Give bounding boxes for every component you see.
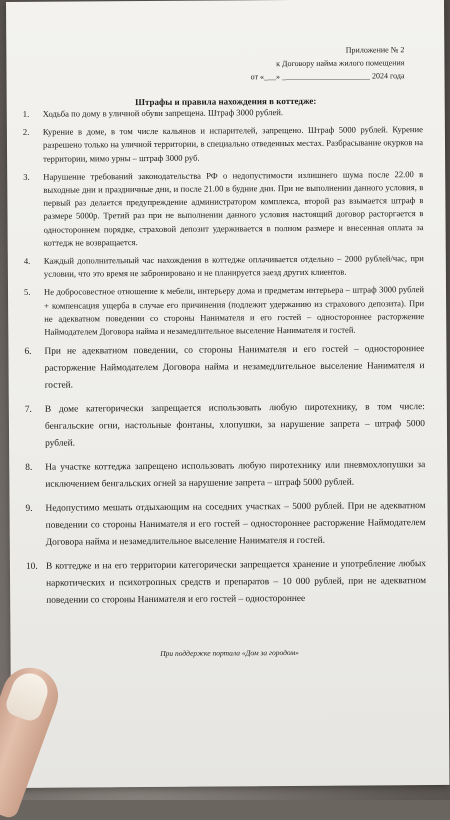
- rule-text: Курение в доме, в том числе кальянов и испарителей, запрещено. Штраф 5000 рублей. Курение разрешено только на уличной территории, в специально отведенных местах. Разбрасывание окурков на территории, мимо урны – штраф 3000 руб.: [42, 124, 424, 164]
- rule-text: Ходьба по дому в уличной обуви запрещена. Штраф 3000 рублей.: [42, 107, 284, 119]
- rule-number: 4.: [23, 255, 31, 266]
- rule-item: [25, 399, 425, 453]
- fingernail: [3, 668, 53, 724]
- document-header: [204, 43, 404, 83]
- rule-text: На участке коттеджа запрещено использовать любую пиротехнику или пневмохлопушки за исключением бенгальских огней за нарушение запрета – штраф 5000 рублей.: [45, 460, 426, 490]
- rule-number: 10.: [25, 562, 38, 573]
- rule-text: В доме категорически запрещается использовать любую пиротехнику, в том числе: бенгальские огни, настольные фонтаны, хлопушки, за нарушение запрета – штраф 5000 рублей.: [44, 402, 425, 449]
- rule-number: 9.: [25, 504, 33, 515]
- rule-text: Недопустимо мешать отдыхающим на соседних участках – 5000 рублей. При не адекватном поведении со стороны Нанимателя и его гостей – одностороннее расторжение Наймодателем Договора найма и незамедлительное выселение Нанимателя и гостей.: [45, 501, 426, 548]
- contract-reference: к Договору найма жилого помещения: [276, 58, 405, 69]
- rule-number: 5.: [23, 287, 31, 298]
- rule-item: [23, 105, 423, 121]
- rule-item: [24, 341, 424, 395]
- rule-number: 3.: [23, 171, 30, 182]
- rule-item: [23, 168, 424, 250]
- rule-number: 2.: [22, 127, 30, 138]
- rule-item: [25, 457, 425, 494]
- rule-text: Нарушение требований законодательства РФ о недопустимости излишнего шума после 22.00 в выходные дни и праздничные дни, и после 21.00 в будние дни. При не выполнении данного условия, в первый раз делается предупреждение администратором комплекса, второй раз взымается штраф в размере 5000р. Третий раз при не выполнении данного условия настоящий договор расторгается в одностороннем порядке, страховой депозит удерживается в полном размере и внесенная оплата за коттедж не возвращается.: [43, 168, 424, 248]
- date-line: от «___» ______________________ 2024 года: [250, 71, 405, 82]
- rule-number: 1.: [22, 108, 30, 119]
- rule-item: [23, 123, 423, 165]
- rule-item: [24, 284, 424, 340]
- rule-text: В коттедже и на его территории категорически запрещается хранение и употребление любых наркотических и психотропных средств и препаратов – 10 000 рублей, при не адекватном поведении со стороны Нанимателя и его гостей – одностороннее: [45, 559, 427, 606]
- rule-text: Не добросовестное отношение к мебели, интерьеру дома и предметам интерьера – штраф 3000 рублей + компенсация ущерба в случае его причинения (подлежит удержанию из страхового депозита). При не адекватном поведении со стороны Нанимателя и его гостей – одностороннее расторжение Наймодателем Договора найма и незамедлительное выселение Нанимателя и гостей.: [43, 284, 425, 337]
- rule-number: 7.: [24, 405, 32, 416]
- rules-list: [23, 105, 427, 617]
- document-title: Штрафы и правила нахождения в коттедже:: [135, 95, 317, 108]
- rule-text: Каждый дополнительный час нахождения в коттедже оплачивается отдельно – 2000 рублей/час, при условии, что это время не забронировано и не планируется заезд других клиентов.: [43, 253, 424, 279]
- rule-item: [24, 252, 424, 281]
- appendix-label: Приложение № 2: [345, 45, 405, 55]
- document-footer: При поддержке портала «Дом за городом»: [160, 647, 299, 658]
- document-page: [6, 0, 449, 788]
- rule-item: [26, 556, 426, 610]
- rule-text: При не адекватном поведении, со стороны Нанимателя и его гостей – одностороннее расторжение Наймодателем Договора найма и незамедлительное выселение Нанимателя и гостей.: [44, 344, 425, 391]
- rule-item: [25, 498, 425, 552]
- rule-number: 8.: [25, 463, 33, 474]
- rule-number: 6.: [24, 347, 32, 358]
